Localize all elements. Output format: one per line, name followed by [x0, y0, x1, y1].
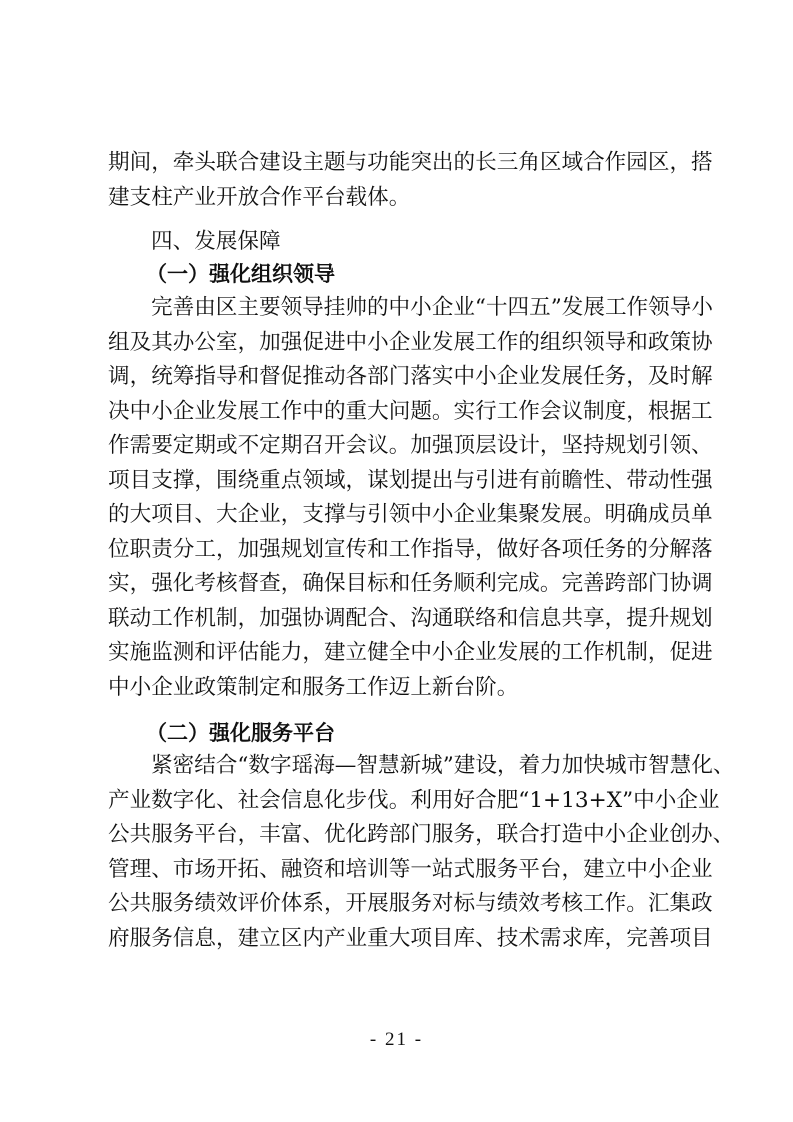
body-text-line: 期间，牵头联合建设主题与功能突出的长三角区域合作园区，搭 [108, 150, 713, 175]
body-text-line: 实，强化考核督查，确保目标和任务顺利完成。完善跨部门协调 [108, 571, 713, 596]
subsection-heading: （二）强化服务平台 [146, 721, 335, 745]
subsection-heading: （一）强化组织领导 [146, 262, 335, 286]
body-text-line: 公共服务平台，丰富、优化跨部门服务，联合打造中小企业创办、 [108, 822, 735, 847]
body-text-line: 中小企业政策制定和服务工作迈上新台阶。 [108, 675, 519, 700]
body-text-line: 的大项目、大企业，支撑与引领中小企业集聚发展。明确成员单 [108, 502, 713, 527]
body-text-line: 建支柱产业开放合作平台载体。 [108, 185, 411, 210]
body-text-line: 位职责分工，加强规划宣传和工作指导，做好各项任务的分解落 [108, 537, 713, 562]
body-text-line: 调，统筹指导和督促推动各部门落实中小企业发展任务，及时解 [108, 364, 713, 389]
body-text-line: 府服务信息，建立区内产业重大项目库、技术需求库，完善项目 [108, 926, 713, 951]
body-text-line: 管理、市场开拓、融资和培训等一站式服务平台，建立中小企业 [108, 857, 713, 882]
body-text-line: 组及其办公室，加强促进中小企业发展工作的组织领导和政策协 [108, 330, 713, 355]
body-text-line: 联动工作机制，加强协调配合、沟通联络和信息共享，提升规划 [108, 606, 713, 631]
page-number: - 21 - [369, 1029, 424, 1050]
body-text-line: 项目支撑，围绕重点领域，谋划提出与引进有前瞻性、带动性强 [108, 468, 713, 493]
body-text-line: 实施监测和评估能力，建立健全中小企业发展的工作机制，促进 [108, 640, 713, 665]
body-text-line: 作需要定期或不定期召开会议。加强顶层设计，坚持规划引领、 [108, 433, 713, 458]
section-heading: 四、发展保障 [151, 229, 281, 254]
body-text-line: 紧密结合“数字瑶海—智慧新城”建设，着力加快城市智慧化、 [151, 753, 735, 778]
body-text-line: 决中小企业发展工作中的重大问题。实行工作会议制度，根据工 [108, 399, 713, 424]
body-text-line: 完善由区主要领导挂帅的中小企业“十四五”发展工作领导小 [151, 295, 713, 320]
body-text-line: 公共服务绩效评价体系，开展服务对标与绩效考核工作。汇集政 [108, 891, 713, 916]
body-text-line: 产业数字化、社会信息化步伐。利用好合肥“1+13+X”中小企业 [108, 788, 720, 813]
